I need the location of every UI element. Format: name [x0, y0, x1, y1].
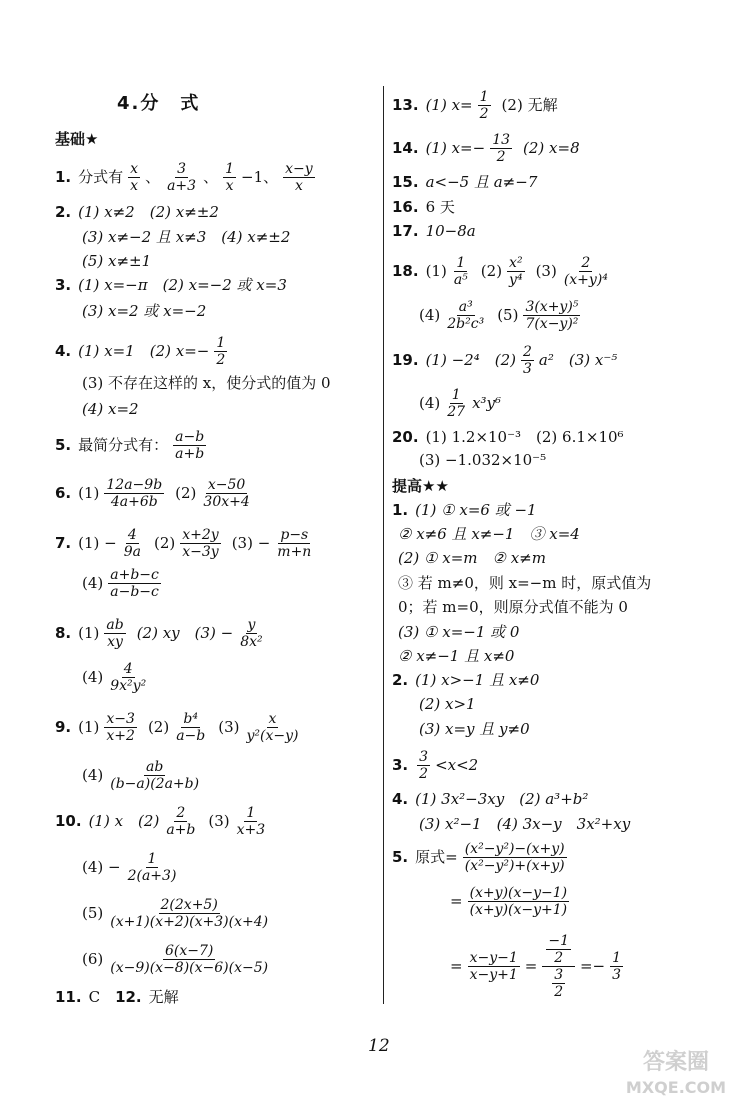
advanced-1-line-6: (3) ① x=−1 或 0: [398, 623, 520, 641]
fraction: [490, 133, 512, 164]
numerator: 4: [123, 661, 133, 677]
complex-fraction: [542, 934, 575, 999]
answer-19: [392, 345, 617, 376]
answer-4-line-3: (4) x=2: [82, 400, 139, 418]
numerator: (x²−y²)−(x+y): [464, 841, 565, 857]
denominator: a+b: [166, 822, 196, 838]
answer-3-line-1: [55, 278, 287, 293]
answer-number: 5.: [55, 436, 72, 454]
denominator: m+n: [277, 544, 312, 560]
answer-10-part-5: [82, 898, 272, 929]
advanced-4-line-2: (3) x²−1 (4) 3x−y 3x²+xy: [419, 815, 631, 833]
fraction: [180, 528, 220, 559]
numerator: b⁴: [183, 711, 198, 727]
denominator: a−b: [176, 728, 206, 744]
answer-number: 15.: [392, 173, 419, 191]
answer-number: 2.: [392, 671, 409, 689]
part-label: (3): [208, 812, 230, 830]
part-label: a² (3) x⁻⁵: [538, 351, 618, 369]
advanced-2-line-3: (3) x=y 且 y≠0: [419, 720, 530, 738]
answer-5: [55, 430, 208, 461]
page-number: 12: [368, 1036, 390, 1056]
part-label: (2): [175, 484, 197, 502]
numerator: x: [268, 711, 277, 727]
answer-1: [55, 162, 317, 193]
answer-10-part-4: [82, 852, 180, 883]
answer-text: 无解: [148, 988, 179, 1006]
answer-text: 最简分式有：: [78, 436, 169, 454]
numerator: x²: [509, 255, 523, 271]
answer-10-part-6: [82, 944, 272, 975]
answer-number: 18.: [392, 262, 419, 280]
answer-text: 分式有: [78, 168, 124, 186]
numerator: a³: [458, 299, 473, 315]
fraction: [463, 842, 567, 873]
denominator: 9a: [123, 544, 141, 560]
answer-number: 1.: [392, 501, 409, 519]
denominator: (x+y)⁴: [563, 272, 608, 288]
answer-8-part-4: [82, 662, 150, 693]
answer-text: <x<2: [435, 756, 479, 774]
part-label: (4) −: [82, 858, 121, 876]
numerator: y: [247, 617, 256, 633]
advanced-1-line-7: ② x≠−1 且 x≠0: [398, 647, 515, 665]
answer-8: [55, 618, 267, 649]
numerator: 1: [451, 387, 461, 403]
numerator: 2: [176, 805, 186, 821]
part-label: (6): [82, 950, 104, 968]
fraction: [552, 968, 565, 999]
answer-number: 12.: [115, 988, 142, 1006]
fraction: [214, 336, 227, 367]
numerator: ab: [146, 759, 164, 775]
advanced-5-step-1: [392, 842, 569, 873]
fraction: [173, 430, 206, 461]
watermark-bottom: MXQE.COM: [625, 1078, 727, 1097]
part-label: (2): [480, 262, 503, 280]
fraction: [238, 618, 264, 649]
fraction: [164, 806, 197, 837]
numerator: 1: [479, 89, 489, 105]
fraction: [122, 528, 143, 559]
denominator: x−3y: [182, 544, 219, 560]
numerator: 3: [419, 749, 429, 765]
answer-text: (1) x>−1 且 x≠0: [415, 671, 540, 689]
denominator: 30x+4: [203, 494, 250, 510]
part-label: (2) 无解: [501, 96, 558, 114]
answer-number: 14.: [392, 139, 419, 157]
denominator: x−y+1: [469, 967, 518, 983]
denominator: 2(a+3): [127, 868, 177, 884]
denominator: 2b²c³: [447, 316, 485, 332]
section-basic: 基础★: [55, 130, 99, 148]
answer-2-line-3: (5) x≠±1: [82, 252, 152, 270]
numerator: p−s: [280, 527, 309, 543]
denominator: 2: [554, 984, 564, 1000]
denominator: (x²−y²)+(x+y): [464, 858, 565, 874]
left-column: [55, 0, 375, 1040]
part-label: (4): [82, 766, 104, 784]
answer-16: [392, 200, 455, 215]
separator: −1、: [241, 168, 279, 186]
answer-text: (1) 1.2×10⁻³ (2) 6.1×10⁶: [425, 428, 624, 446]
numerator: x−3: [106, 711, 135, 727]
answer-text: (1) x=−π (2) x=−2 或 x=3: [78, 276, 287, 294]
answer-number: 3.: [392, 756, 409, 774]
part-label: (1) x=−: [425, 139, 486, 157]
numerator: 1: [225, 161, 234, 177]
numerator: 1: [246, 805, 256, 821]
advanced-1-line-4: ③ 若 m≠0，则 x=−m 时，原式值为: [398, 574, 652, 592]
fraction: [610, 951, 623, 982]
numerator: x+2y: [182, 527, 219, 543]
denominator: 7(x−y)²: [525, 316, 579, 332]
fraction: [445, 388, 467, 419]
denominator: x: [294, 178, 303, 194]
numerator: 1: [147, 851, 157, 867]
numerator: 4: [127, 527, 137, 543]
denominator: [548, 967, 569, 999]
denominator: a+3: [167, 178, 197, 194]
answer-6: [55, 478, 254, 509]
part-label: (4): [82, 668, 104, 686]
part-label: (1): [78, 624, 100, 642]
numerator: x−y−1: [469, 950, 518, 966]
fraction: [108, 568, 161, 599]
denominator: 27: [447, 404, 466, 420]
numerator: 13: [492, 132, 511, 148]
equals-sign: =: [450, 957, 463, 975]
part-label: (4): [419, 306, 441, 324]
watermark-top: 答案圈: [642, 1050, 710, 1075]
part-label: (1): [78, 484, 100, 502]
fraction: [108, 662, 148, 693]
advanced-4-line-1: [392, 792, 588, 807]
denominator: 2: [479, 106, 489, 122]
answer-number: 4.: [392, 790, 409, 808]
answer-number: 5.: [392, 848, 409, 866]
answer-text: C: [88, 988, 101, 1006]
part-label: (2) xy (3) −: [136, 624, 234, 642]
numerator: [542, 934, 575, 967]
answer-number: 20.: [392, 428, 419, 446]
fraction: [126, 852, 179, 883]
answer-text: (1) 3x²−3xy (2) a³+b²: [415, 790, 589, 808]
answer-18: [392, 256, 612, 287]
numerator: x−50: [207, 477, 246, 493]
answer-2-line-2: (3) x≠−2 且 x≠3 (4) x≠±2: [82, 228, 291, 246]
answer-11-12: [55, 990, 179, 1005]
fraction: [468, 886, 570, 917]
answer-number: 3.: [55, 276, 72, 294]
advanced-1-line-2: ② x≠6 且 x≠−1 ③ x=4: [398, 525, 580, 543]
fraction: [478, 90, 491, 121]
numerator: 6(x−7): [164, 943, 214, 959]
fraction: [417, 750, 430, 781]
part-label: (3): [535, 262, 557, 280]
part-label: (2) x=8: [523, 139, 580, 157]
answer-13: [392, 90, 558, 121]
advanced-1-line-1: [392, 503, 537, 518]
section-advanced: 提高★★: [392, 477, 449, 495]
answer-3-line-2: (3) x=2 或 x=−2: [82, 302, 207, 320]
answer-14: [392, 133, 580, 164]
part-label: (1) x (2): [88, 812, 160, 830]
answer-text: 原式=: [415, 848, 458, 866]
numerator: (x+y)(x−y−1): [469, 885, 568, 901]
answer-7-part-4: [82, 568, 163, 599]
part-label: (1) −: [78, 534, 117, 552]
denominator: 3: [612, 967, 622, 983]
answer-number: 13.: [392, 96, 419, 114]
numerator: 3: [177, 161, 187, 177]
equals-sign: =: [450, 892, 463, 910]
answer-7: [55, 528, 315, 559]
advanced-5-step-2: [450, 886, 571, 917]
numerator: x: [130, 161, 139, 177]
denominator: x+3: [236, 822, 266, 838]
answer-15: [392, 175, 537, 190]
denominator: y⁴: [509, 272, 523, 288]
part-label: (1) x=: [425, 96, 473, 114]
fraction: [104, 478, 164, 509]
column-divider: [383, 86, 384, 1004]
answer-number: 16.: [392, 198, 419, 216]
fraction: [201, 478, 251, 509]
denominator: xy: [107, 634, 123, 650]
answer-4-line-1: [55, 336, 229, 367]
answer-18-part-4-5: [419, 300, 582, 331]
answer-2-line-1: [55, 205, 219, 220]
part-label: (2): [147, 718, 170, 736]
denominator: y²(x−y): [246, 728, 299, 744]
advanced-5-step-3: [450, 934, 625, 999]
advanced-1-line-3: (2) ① x=m ② x≠m: [398, 549, 546, 567]
answer-19-part-4: [419, 388, 501, 419]
denominator: a−b−c: [110, 584, 159, 600]
denominator: 9x²y²: [110, 678, 147, 694]
answer-number: 10.: [55, 812, 82, 830]
separator: 、: [145, 168, 161, 186]
fraction: [452, 256, 470, 287]
numerator: a+b−c: [110, 567, 159, 583]
numerator: −1: [548, 933, 569, 949]
part-label: x³y⁶: [472, 394, 502, 412]
part-label: (1): [78, 718, 100, 736]
answer-text: a<−5 且 a≠−7: [425, 173, 538, 191]
answer-text: 10−8a: [425, 222, 476, 240]
fraction: [108, 898, 270, 929]
right-column: [392, 0, 742, 1040]
answer-text: (1) x≠2 (2) x≠±2: [78, 203, 219, 221]
numerator: 1: [216, 335, 226, 351]
answer-number: 17.: [392, 222, 419, 240]
numerator: 2: [581, 255, 591, 271]
fraction: [104, 712, 137, 743]
answer-number: 9.: [55, 718, 72, 736]
fraction: [445, 300, 486, 331]
denominator: 4a+6b: [110, 494, 158, 510]
answer-17: [392, 224, 476, 239]
answer-number: 1.: [55, 168, 72, 186]
fraction: [104, 618, 125, 649]
numerator: a−b: [175, 429, 205, 445]
part-label: (5): [497, 306, 519, 324]
fraction: [244, 712, 300, 743]
advanced-3: [392, 750, 478, 781]
advanced-1-line-5: 0；若 m=0，则原分式值不能为 0: [398, 598, 628, 616]
answer-number: 7.: [55, 534, 72, 552]
answer-text: (1) ① x=6 或 −1: [415, 501, 537, 519]
part-label: (4): [82, 574, 104, 592]
fraction: [128, 162, 140, 193]
part-label: (1) −2⁴ (2): [425, 351, 516, 369]
advanced-2-line-2: (2) x>1: [419, 695, 476, 713]
answer-number: 4.: [55, 342, 72, 360]
fraction: [283, 162, 315, 193]
watermark-logo: [612, 1045, 740, 1097]
numerator: 1: [456, 255, 466, 271]
part-label: (1): [425, 262, 447, 280]
denominator: 2: [554, 950, 564, 966]
numerator: 12a−9b: [106, 477, 163, 493]
fraction: [521, 345, 534, 376]
numerator: x−y: [285, 161, 313, 177]
denominator: 2: [496, 149, 506, 165]
answer-number: 11.: [55, 988, 82, 1006]
fraction: [223, 162, 236, 193]
denominator: 3: [522, 361, 532, 377]
answer-10: [55, 806, 269, 837]
fraction: [562, 256, 610, 287]
fraction: [108, 944, 270, 975]
advanced-2-line-1: [392, 673, 539, 688]
part-label: (2): [154, 534, 176, 552]
numerator: 2: [522, 344, 532, 360]
fraction: [108, 760, 201, 791]
equals-sign: =: [524, 957, 538, 975]
answer-number: 2.: [55, 203, 72, 221]
part-label: (5): [82, 904, 104, 922]
fraction: [546, 934, 571, 965]
denominator: x: [130, 178, 139, 194]
denominator: (x+y)(x−y+1): [469, 902, 568, 918]
part-label: (3) −: [231, 534, 271, 552]
answer-text: (1) x=1 (2) x=−: [78, 342, 210, 360]
fraction: [507, 256, 525, 287]
part-label: (4): [419, 394, 441, 412]
fraction: [523, 300, 580, 331]
denominator: 2: [216, 352, 226, 368]
page-title: 4.分 式: [117, 93, 201, 114]
answer-number: 6.: [55, 484, 72, 502]
answer-4-line-2: (3) 不存在这样的 x，使分式的值为 0: [82, 374, 331, 392]
part-label: (3): [218, 718, 240, 736]
numerator: 1: [612, 950, 622, 966]
fraction: [275, 528, 313, 559]
fraction: [174, 712, 207, 743]
fraction: [235, 806, 268, 837]
answer-text: =−: [579, 957, 606, 975]
denominator: (b−a)(2a+b): [110, 776, 200, 792]
answer-text: 6 天: [425, 198, 455, 216]
answer-9-part-4: [82, 760, 203, 791]
denominator: x+2: [106, 728, 135, 744]
denominator: a⁵: [453, 272, 468, 288]
separator: 、: [203, 168, 219, 186]
numerator: 2(2x+5): [160, 897, 218, 913]
denominator: a+b: [175, 446, 205, 462]
answer-number: 8.: [55, 624, 72, 642]
fraction: [468, 951, 520, 982]
answer-number: 19.: [392, 351, 419, 369]
answer-20-line-2: (3) −1.032×10⁻⁵: [419, 451, 547, 469]
denominator: 2: [419, 766, 429, 782]
numerator: 3(x+y)⁵: [525, 299, 579, 315]
numerator: 3: [554, 967, 564, 983]
answer-9: [55, 712, 302, 743]
numerator: ab: [106, 617, 124, 633]
denominator: x: [225, 178, 234, 194]
denominator: 8x²: [240, 634, 263, 650]
denominator: (x−9)(x−8)(x−6)(x−5): [110, 960, 269, 976]
answer-20-line-1: [392, 430, 624, 445]
denominator: (x+1)(x+2)(x+3)(x+4): [110, 914, 269, 930]
fraction: [165, 162, 198, 193]
